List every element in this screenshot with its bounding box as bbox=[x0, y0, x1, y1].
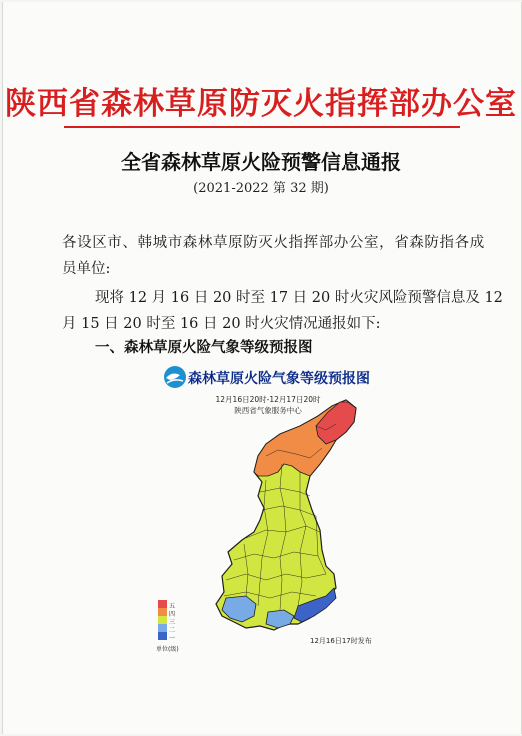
intro-line-2: 月 15 日 20 时至 16 日 20 时火灾情况通报如下: bbox=[62, 316, 381, 332]
legend-label-5: 五 bbox=[169, 603, 176, 610]
legend-label-3: 三 bbox=[169, 619, 176, 626]
intro-line-1: 现将 12 月 16 日 20 时至 17 日 20 时火灾风险预警信息及 12 bbox=[95, 290, 503, 306]
legend-label-4: 四 bbox=[169, 611, 176, 618]
legend-swatch-3 bbox=[158, 616, 167, 624]
addressee-line-2: 员单位: bbox=[62, 261, 111, 277]
legend-swatch-5 bbox=[158, 600, 167, 608]
section-1-heading: 一、森林草原火险气象等级预报图 bbox=[95, 340, 313, 356]
addressee-line-1: 各设区市、韩城市森林草原防灭火指挥部办公室，省森防指各成 bbox=[62, 235, 485, 251]
legend-swatch-1 bbox=[158, 632, 167, 640]
map-release-note: 12月16日17时发布 bbox=[310, 637, 372, 645]
legend-swatch-2 bbox=[158, 624, 167, 632]
weather-logo-icon bbox=[164, 366, 186, 388]
legend-unit: 单位(级) bbox=[156, 646, 179, 653]
map-title: 森林草原火险气象等级预报图 bbox=[188, 371, 370, 387]
issuing-office-title: 陕西省森林草原防灭火指挥部办公室 bbox=[5, 86, 517, 122]
red-header-rule bbox=[64, 126, 460, 128]
issue-number: (2021-2022 第 32 期) bbox=[193, 181, 329, 196]
legend-color-bar bbox=[158, 600, 167, 640]
legend-label-1: 一 bbox=[169, 635, 176, 642]
map-valid-period: 12月16日20时-12月17日20时 bbox=[215, 395, 321, 404]
map-issuer: 陕西省气象服务中心 bbox=[234, 406, 302, 415]
legend-label-2: 二 bbox=[169, 627, 176, 634]
legend-swatch-4 bbox=[158, 608, 167, 616]
document-title: 全省森林草原火险预警信息通报 bbox=[121, 150, 401, 174]
fire-risk-map-figure bbox=[150, 360, 386, 656]
